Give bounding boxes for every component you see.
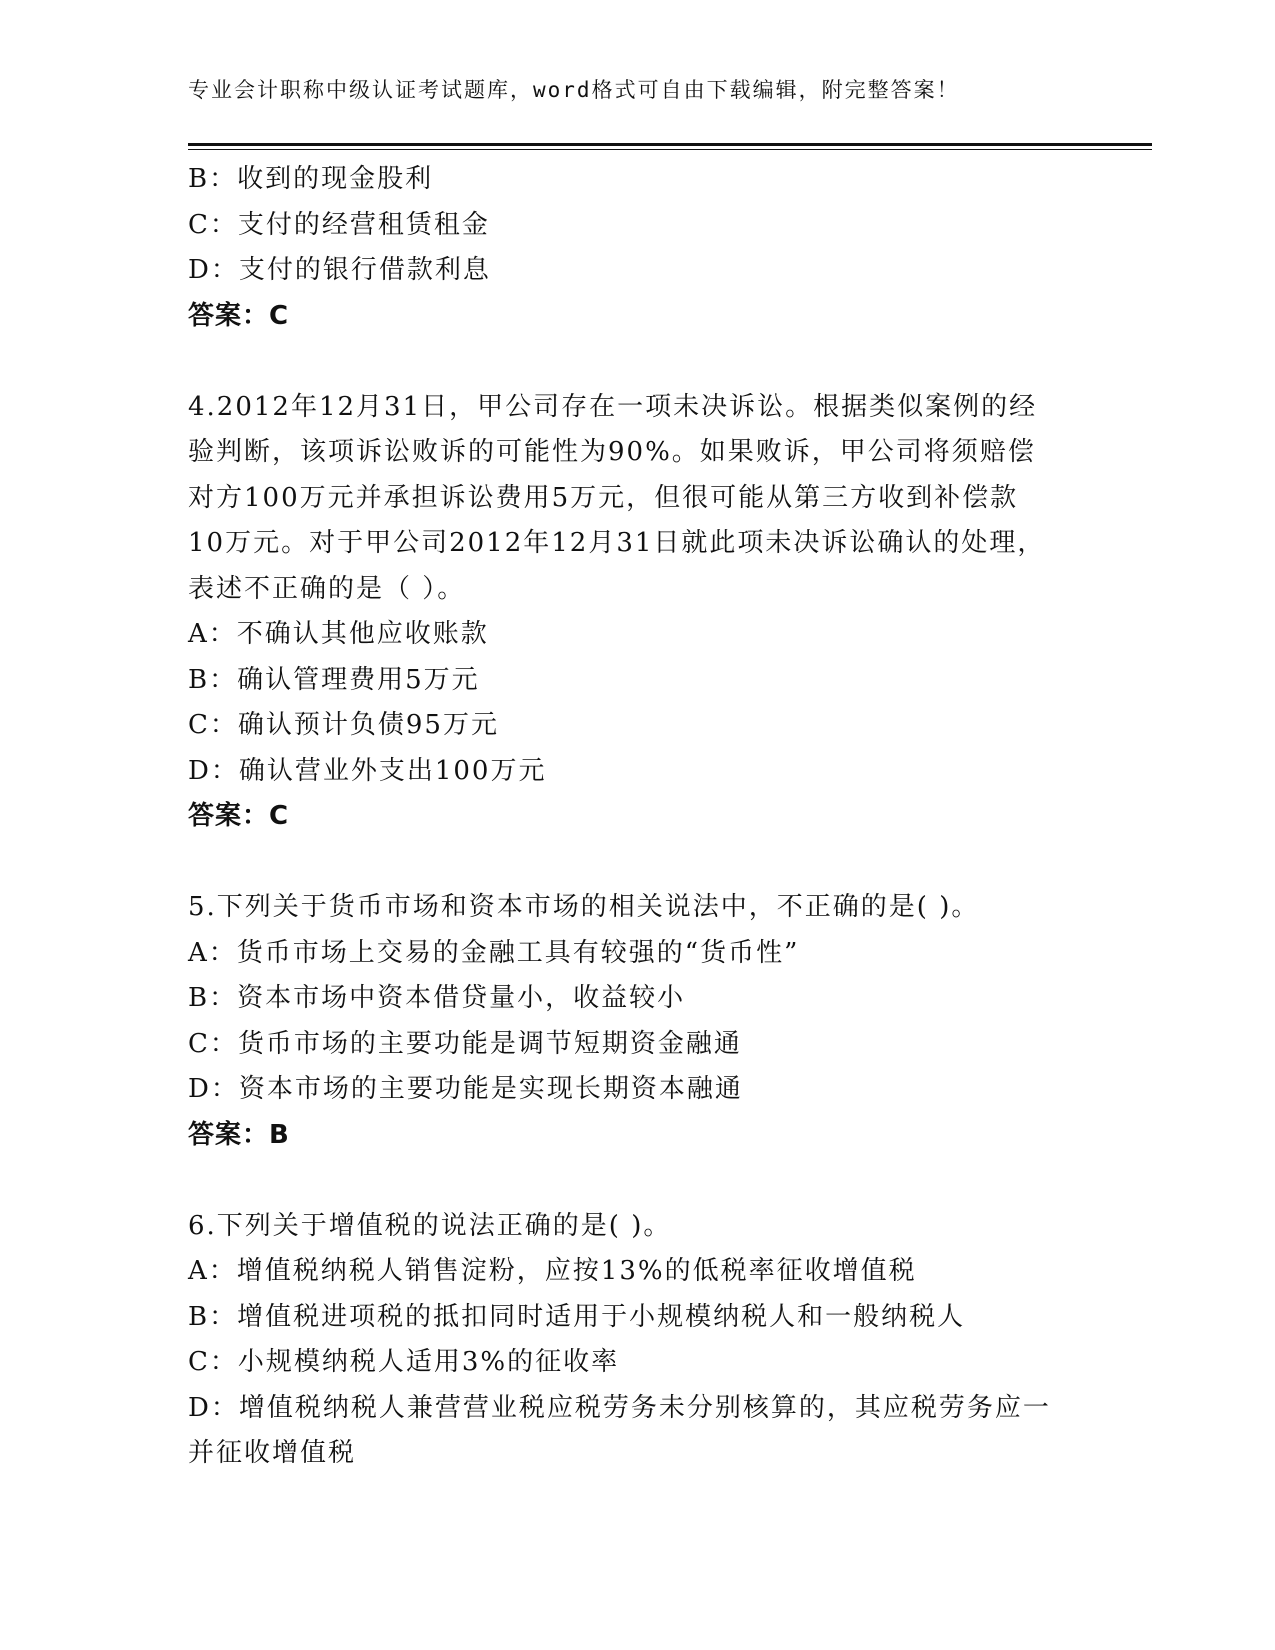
header-divider-thin (188, 149, 1152, 150)
question-stem-line: 4.2012年12月31日，甲公司存在一项未决诉讼。根据类似案例的经 (188, 391, 1038, 422)
option-d-continued: 并征收增值税 (188, 1438, 357, 1468)
option-d: D：支付的银行借款利息 (188, 255, 491, 285)
option-c: C：支付的经营租赁租金 (188, 209, 490, 240)
option-b: B：确认管理费用5万元 (188, 664, 480, 695)
answer-line: 答案：C (188, 801, 290, 831)
question-content (188, 157, 1088, 1477)
option-d: D：确认营业外支出100万元 (188, 755, 547, 786)
spacer (188, 1158, 1088, 1204)
question-stem-line: 10万元。对于甲公司2012年12月31日就此项未决诉讼确认的处理， (188, 528, 1046, 558)
option-a: A：增值税纳税人销售淀粉，应按13%的低税率征收增值税 (188, 1256, 917, 1286)
option-a: A：不确认其他应收账款 (188, 619, 489, 649)
question-stem: 5.下列关于货币市场和资本市场的相关说法中，不正确的是( )。 (188, 892, 980, 922)
option-c: C：确认预计负债95万元 (188, 710, 499, 740)
spacer (188, 840, 1088, 886)
option-d: D：增值税纳税人兼营营业税应税劳务未分别核算的，其应税劳务应一 (188, 1392, 1051, 1423)
option-b: B：收到的现金股利 (188, 164, 434, 194)
answer-line: 答案：C (188, 300, 290, 331)
option-d: D：资本市场的主要功能是实现长期资本融通 (188, 1074, 743, 1104)
question-stem-line: 表述不正确的是（ ）。 (188, 573, 466, 604)
option-b: B：资本市场中资本借贷量小，收益较小 (188, 983, 686, 1013)
option-b: B：增值税进项税的抵扣同时适用于小规模纳税人和一般纳税人 (188, 1301, 966, 1332)
question-stem: 6.下列关于增值税的说法正确的是( )。 (188, 1210, 672, 1241)
question-6 (188, 1204, 1088, 1477)
option-a: A：货币市场上交易的金融工具有较强的“货币性” (188, 937, 800, 968)
spacer (188, 339, 1088, 385)
prev-question-options (188, 157, 1088, 294)
question-stem-line: 对方100万元并承担诉讼费用5万元，但很可能从第三方收到补偿款 (188, 482, 1019, 513)
option-c: C：货币市场的主要功能是调节短期资金融通 (188, 1028, 742, 1059)
page-header: 专业会计职称中级认证考试题库，word格式可自由下载编辑，附完整答案！ (188, 78, 960, 102)
header-divider-thick (188, 143, 1152, 146)
question-4 (188, 385, 1088, 840)
question-5 (188, 885, 1088, 1158)
question-stem-line: 验判断，该项诉讼败诉的可能性为90%。如果败诉，甲公司将须赔偿 (188, 437, 1036, 467)
option-c: C：小规模纳税人适用3%的征收率 (188, 1347, 620, 1377)
answer-line: 答案：B (188, 1119, 290, 1150)
